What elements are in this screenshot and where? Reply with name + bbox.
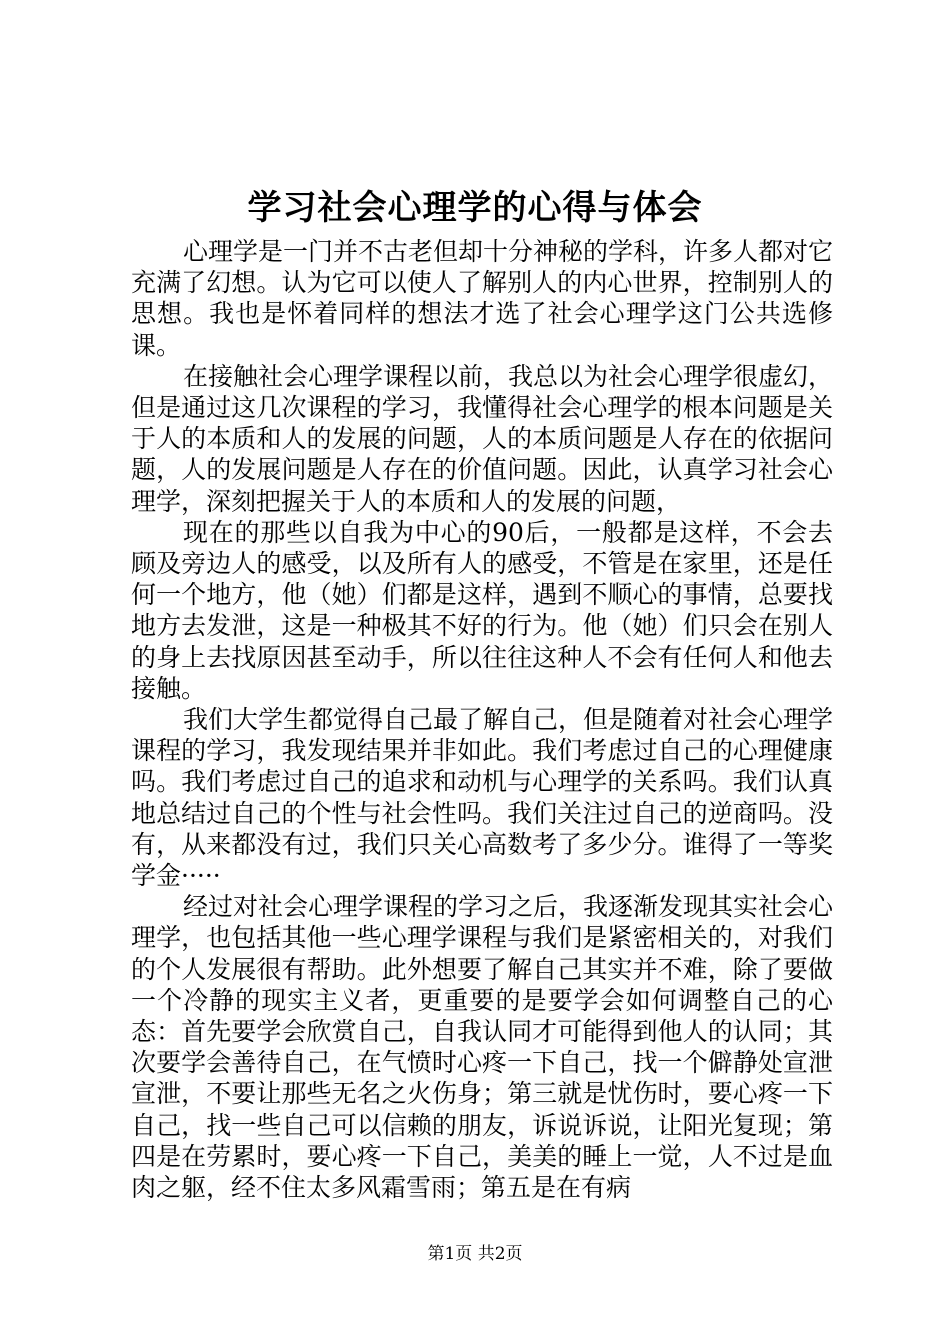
document-title: 学习社会心理学的心得与体会	[247, 188, 703, 228]
paragraph: 在接触社会心理学课程以前，我总以为社会心理学很虚幻，但是通过这几次课程的学习，我懂得社会心理学的根本问题是关于人的本质和人的发展的问题，人的本质问题是人存在的依据问题，人的发展问题是人存在的价值问题。因此，认真学习社会心理学，深刻把握关于人的本质和人的发展的问题，	[131, 361, 834, 516]
page-footer	[0, 1243, 950, 1265]
paragraph: 经过对社会心理学课程的学习之后，我逐渐发现其实社会心理学，也包括其他一些心理学课程与我们是紧密相关的，对我们的个人发展很有帮助。此外想要了解自己其实并不难，除了要做一个冷静的现实主义者，更重要的是要学会如何调整自己的心态：首先要学会欣赏自己，自我认同才可能得到他人的认同；其次要学会善待自己，在气愤时心疼一下自己，找一个僻静处宣泄宣泄，不要让那些无名之火伤身；第三就是忧伤时，要心疼一下自己，找一些自己可以信赖的朋友，诉说诉说，让阳光复现；第四是在劳累时，要心疼一下自己，美美的睡上一觉，人不过是血肉之躯，经不住太多风霜雪雨；第五是在有病	[131, 892, 834, 1203]
paragraph: 我们大学生都觉得自己最了解自己，但是随着对社会心理学课程的学习，我发现结果并非如此。我们考虑过自己的心理健康吗。我们考虑过自己的追求和动机与心理学的关系吗。我们认真地总结过自己的个性与社会性吗。我们关注过自己的逆商吗。没有，从来都没有过，我们只关心高数考了多少分。谁得了一等奖学金·····	[131, 705, 834, 891]
page-number: 第1页	[427, 1244, 473, 1264]
document-body	[131, 236, 833, 1203]
page-total: 共2页	[477, 1244, 523, 1264]
paragraph: 现在的那些以自我为中心的90后，一般都是这样，不会去顾及旁边人的感受，以及所有人的感受，不管是在家里，还是任何一个地方，他（她）们都是这样，遇到不顺心的事情，总要找地方去发泄，这是一种极其不好的行为。他（她）们只会在别人的身上去找原因甚至动手，所以往往这种人不会有任何人和他去接触。	[131, 517, 833, 703]
paragraph: 心理学是一门并不古老但却十分神秘的学科，许多人都对它充满了幻想。认为它可以使人了解别人的内心世界，控制别人的思想。我也是怀着同样的想法才选了社会心理学这门公共选修课。	[131, 237, 834, 360]
